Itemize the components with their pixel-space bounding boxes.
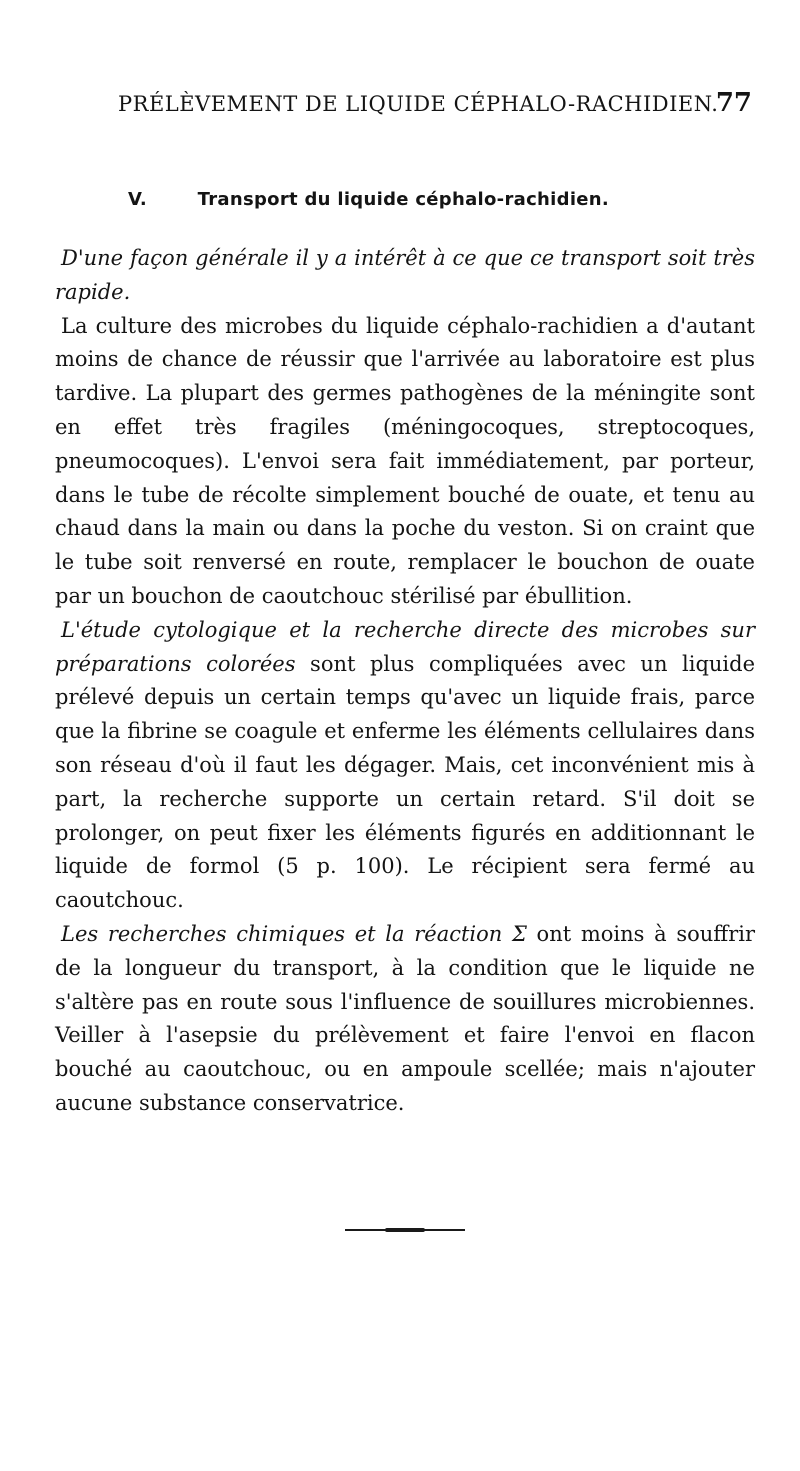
paragraph-4 xyxy=(55,918,755,1121)
section-title: Transport du liquide céphalo-rachidien. xyxy=(197,189,610,210)
paragraph-3-text: sont plus compliquées avec un liquide prélevé depuis un certain temps qu'avec un liquide frais, parce que la fibrine se coagule et enferme les éléments cellulaires dans son réseau d'où il faut les dégager. Mais, cet inconvénient mis à part, la recherche supporte un certain retard. S'il doit se prolonger, on peut fixer les éléments figurés en additionnant le liquide de formol (5 p. 100). Le récipient sera fermé au caoutchouc. xyxy=(55,651,755,913)
paragraph-1 xyxy=(55,242,755,310)
closing-rule xyxy=(345,1229,465,1231)
paragraph-4-text: ont moins à souffrir de la longueur du transport, à la condition que le liquide ne s'altère pas en route sous l'influence de souillures microbiennes. Veiller à l'asepsie du prélèvement et faire l'envoi en flacon bouché au caoutchouc, ou en ampoule scellée; mais n'ajouter aucune substance conservatrice. xyxy=(55,921,755,1115)
paragraph-3-italic-lead: L'étude cytologique et la recherche directe des microbes sur préparations colorées xyxy=(55,617,755,676)
page-number: 77 xyxy=(715,88,752,118)
paragraph-2-text: La culture des microbes du liquide céphalo-rachidien a d'autant moins de chance de réussir que l'arrivée au laboratoire est plus tardive. La plupart des germes pathogènes de la méningite sont en effet très fragiles (méningocoques, streptocoques, pneumocoques). L'envoi sera fait immédiatement, par porteur, dans le tube de récolte simplement bouché de ouate, et tenu au chaud dans la main ou dans la poche du veston. Si on craint que le tube soit renversé en route, remplacer le bouchon de ouate par un bouchon de caoutchouc stérilisé par ébullition. xyxy=(55,313,755,608)
paragraph-4-italic-lead: Les recherches chimiques et la réaction Σ xyxy=(61,921,527,946)
running-title: PRÉLÈVEMENT DE LIQUIDE CÉPHALO-RACHIDIEN. xyxy=(118,92,719,116)
body-text xyxy=(55,242,755,1121)
section-heading xyxy=(128,189,609,210)
paragraph-3 xyxy=(55,614,755,918)
paragraph-2 xyxy=(55,310,755,614)
paragraph-1-italic-lead: D'une façon générale il y a intérêt à ce que ce transport soit très rapide. xyxy=(55,246,755,304)
running-head xyxy=(100,88,760,122)
section-number: V. xyxy=(128,189,148,210)
